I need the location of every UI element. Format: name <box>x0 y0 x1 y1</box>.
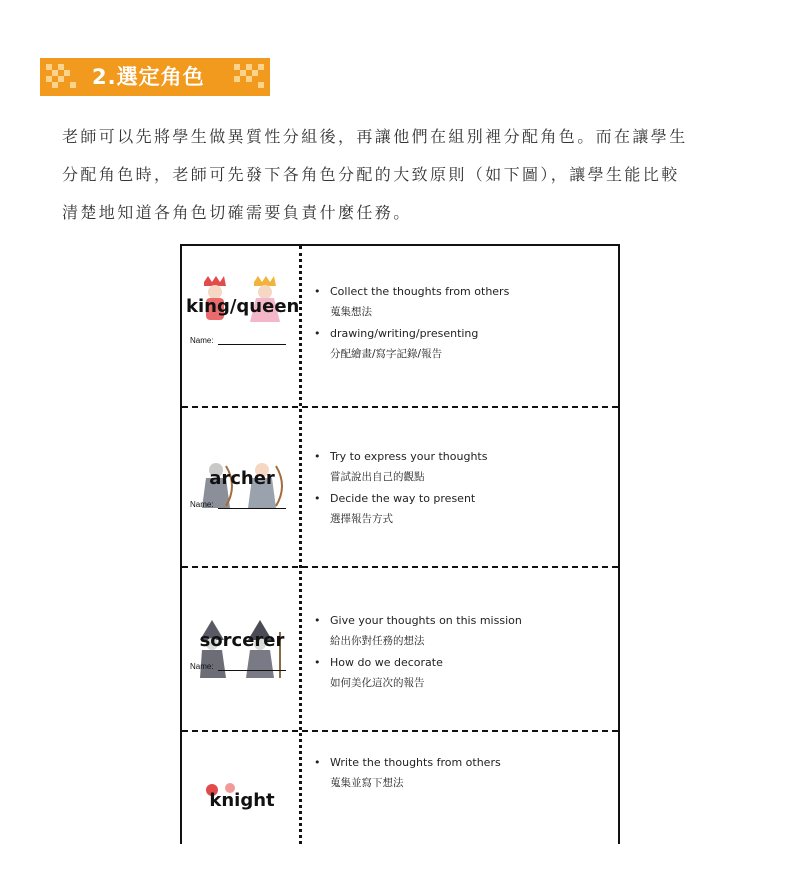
name-blank-line <box>218 344 286 345</box>
task-item: • drawing/writing/presenting <box>314 323 612 344</box>
intro-paragraph <box>62 118 752 232</box>
task-item: • Collect the thoughts from others <box>314 281 612 302</box>
task-item-translation: 如何美化這次的報告 <box>330 677 425 689</box>
task-item-translation: 給出你對任務的想法 <box>330 635 425 647</box>
role-name: king/queen <box>186 296 300 317</box>
role-tasks <box>308 246 612 406</box>
task-item-translation: 嘗試說出自己的觀點 <box>330 471 425 483</box>
role-card <box>182 408 299 568</box>
intro-line: 老師可以先將學生做異質性分組後，再讓他們在組別裡分配角色。而在讓學生 <box>62 127 688 146</box>
role-tasks <box>308 408 612 568</box>
task-item-translation: 分配繪畫/寫字記錄/報告 <box>330 348 443 360</box>
task-item-translation: 蒐集想法 <box>330 306 372 318</box>
role-tasks <box>308 732 612 892</box>
task-item: • Write the thoughts from others <box>314 752 612 773</box>
role-card <box>182 246 299 406</box>
section-title: 2.選定角色 <box>92 65 205 89</box>
role-card <box>182 568 299 728</box>
name-blank-line <box>218 508 286 509</box>
checker-pattern-icon <box>40 58 80 96</box>
role-row-archer <box>182 406 618 568</box>
role-name: archer <box>209 468 275 489</box>
section-heading <box>40 58 270 96</box>
role-row-sorcerer <box>182 566 618 728</box>
name-label: Name: <box>190 500 214 509</box>
role-card <box>182 732 299 892</box>
role-name: knight <box>209 790 275 811</box>
intro-line: 分配角色時，老師可先發下各角色分配的大致原則（如下圖），讓學生能比較 <box>62 165 680 184</box>
name-blank-line <box>218 670 286 671</box>
task-item: • Try to express your thoughts <box>314 446 612 467</box>
name-label: Name: <box>190 336 214 345</box>
role-row-knight <box>182 730 618 892</box>
task-item: • How do we decorate <box>314 652 612 673</box>
name-label: Name: <box>190 662 214 671</box>
role-name: sorcerer <box>199 630 285 651</box>
task-item-translation: 蒐集並寫下想法 <box>330 777 404 789</box>
task-item: • Give your thoughts on this mission <box>314 610 612 631</box>
roles-table <box>180 244 620 844</box>
role-row-king-queen <box>182 246 618 406</box>
checker-pattern-icon <box>230 58 270 96</box>
intro-line: 清楚地知道各角色切確需要負責什麼任務。 <box>62 203 412 222</box>
task-item: • Decide the way to present <box>314 488 612 509</box>
role-tasks <box>308 568 612 728</box>
task-item-translation: 選擇報告方式 <box>330 513 393 525</box>
